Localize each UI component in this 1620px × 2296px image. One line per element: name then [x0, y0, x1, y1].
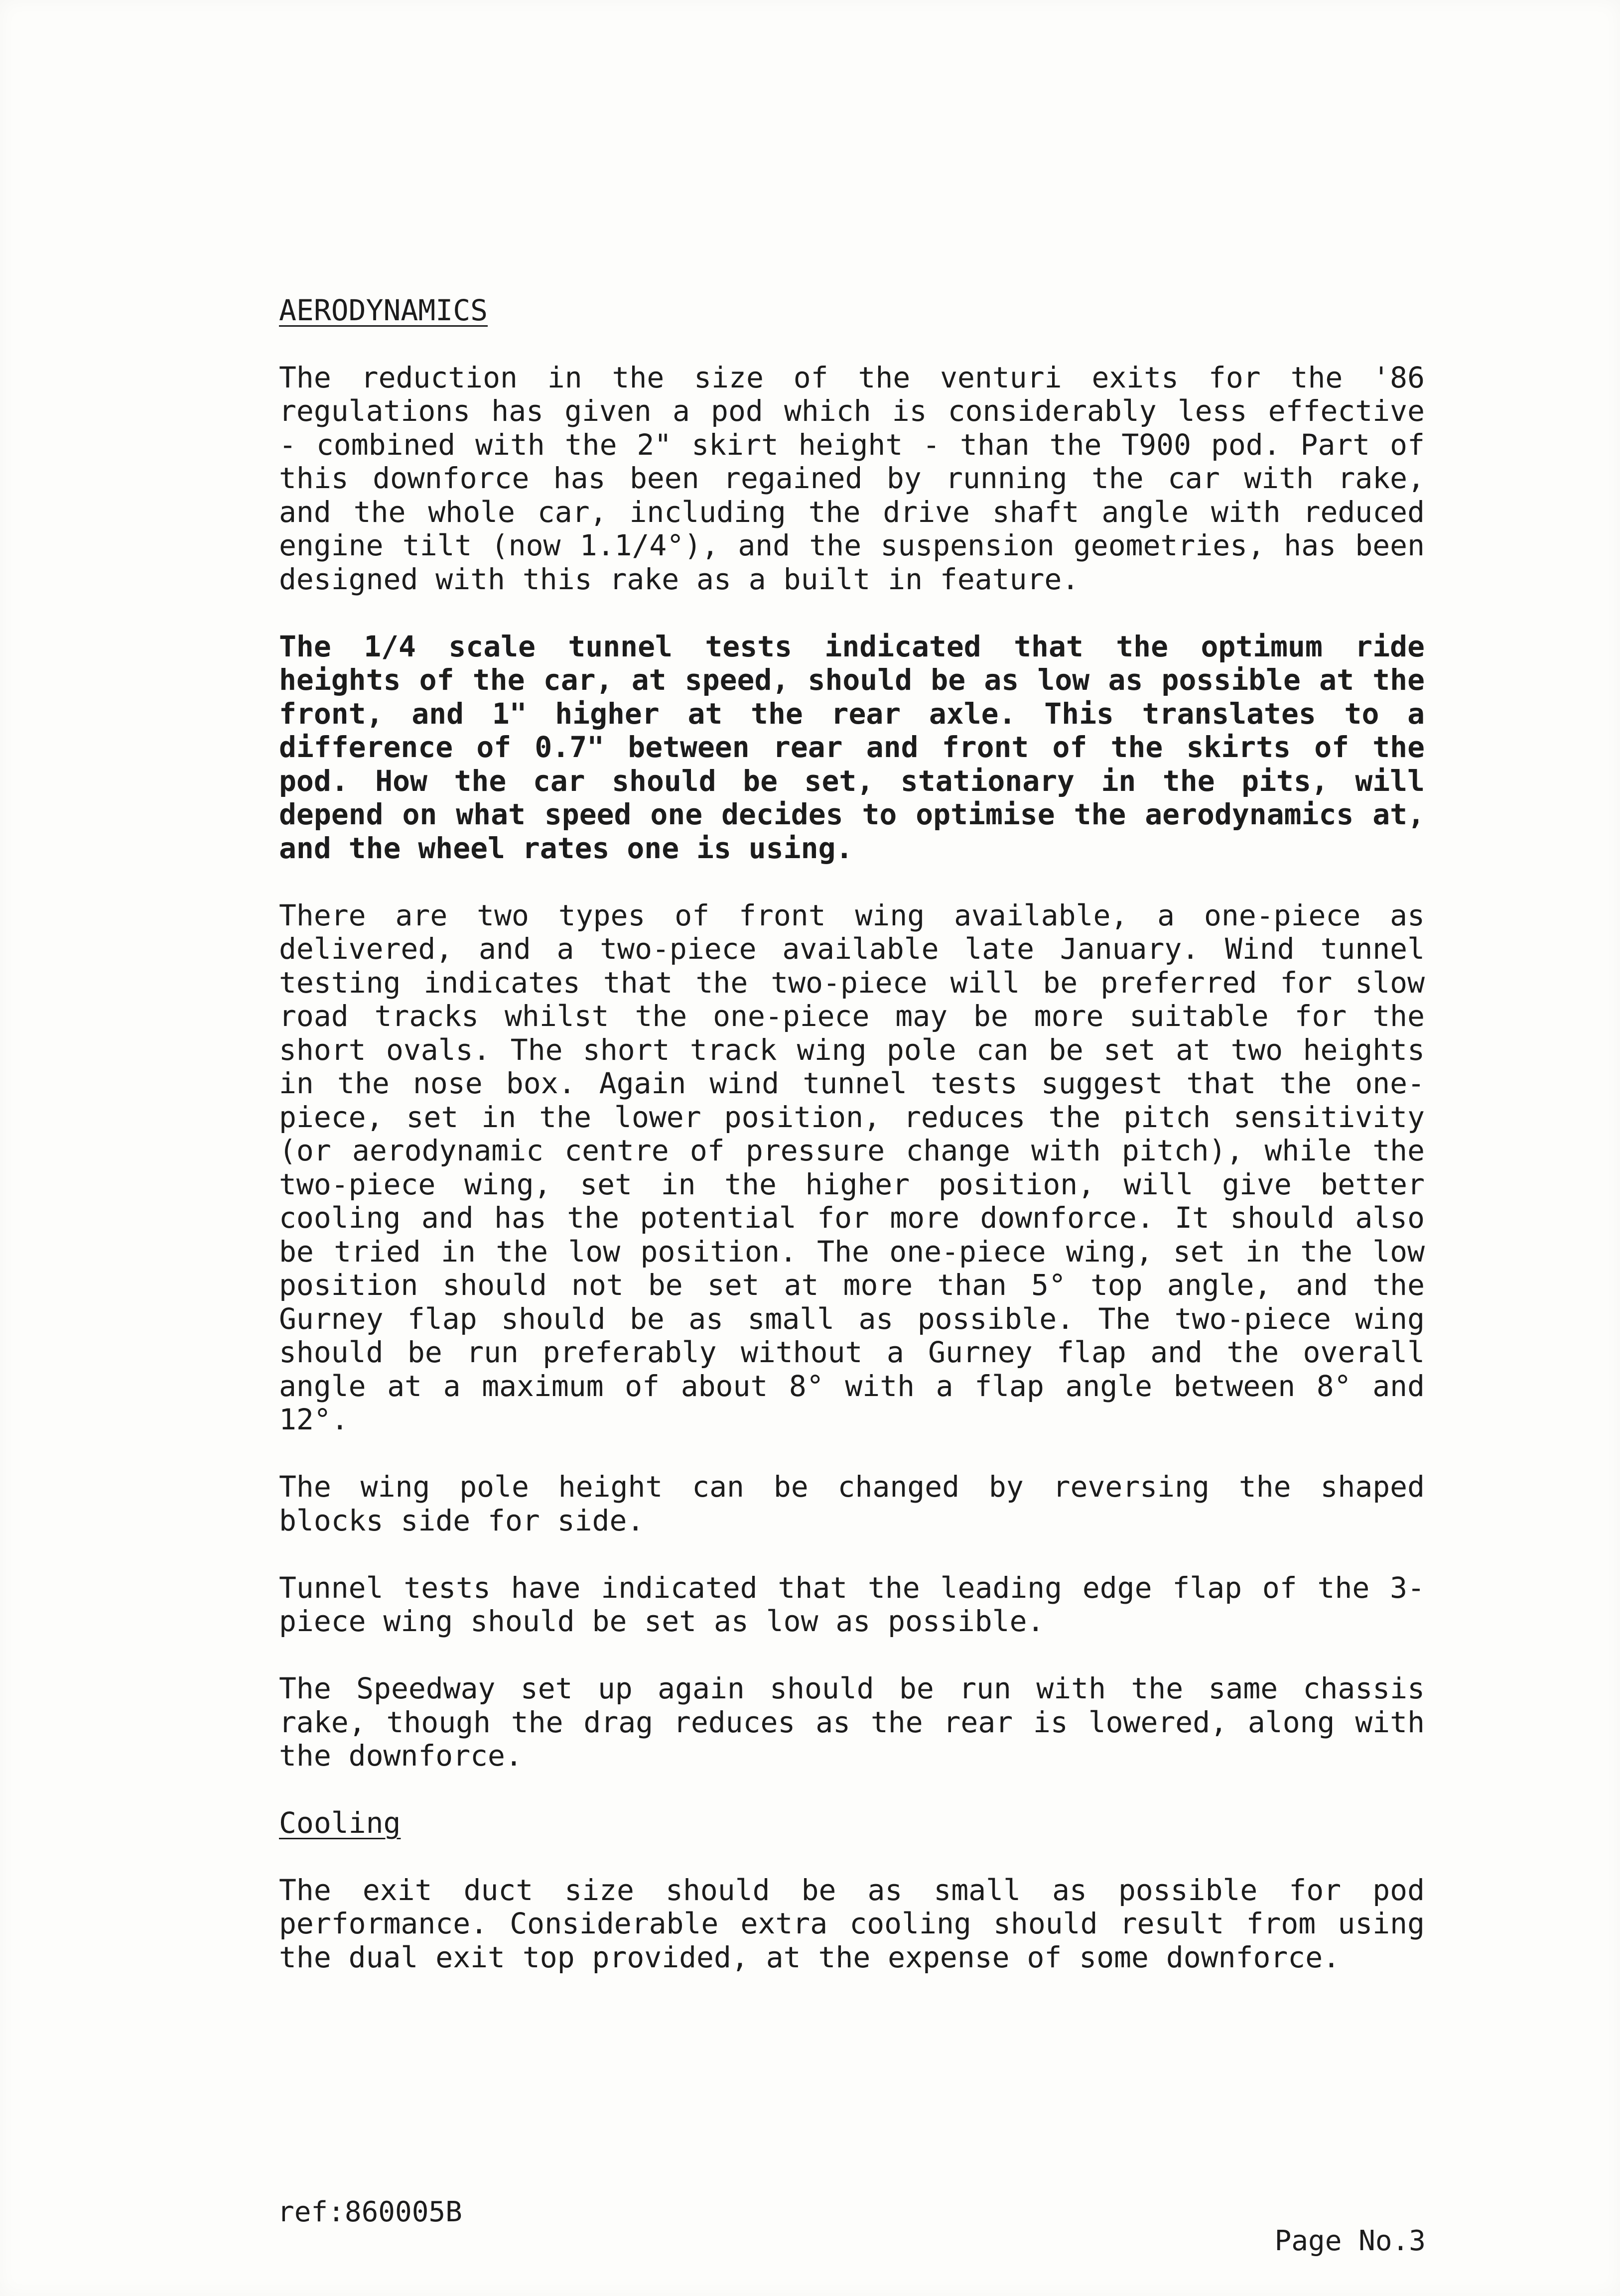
paragraph-front-wing-types: There are two types of front wing available, a one-piece as delivered, and a two-piece available late January. Wind tunnel testing indicates that the two-piece will be preferred for slow road tracks whilst the one-piece may be more suitable for the short ovals. The short track wing pole can be set at two heights in the nose box. Again wind tunnel tests suggest that the one-piece, set in the lower position, reduces the pitch sensitivity (or aerodynamic centre of pressure change with pitch), while the two-piece wing, set in the higher position, will give better cooling and has the potential for more downforce. It should also be tried in the low position. The one-piece wing, set in the low position should not be set at more than 5° top angle, and the Gurney flap should be as small as possible. The two-piece wing should be run preferably without a Gurney flap and the overall angle at a maximum of about 8° with a flap angle between 8° and 12°. — [279, 898, 1425, 1436]
paragraph-venturi-exits: The reduction in the size of the venturi exits for the '86 regulations has given a pod which is considerably less effective - combined with the 2" skirt height - than the T900 pod. Part of this downforce has been regained by running the car with rake, and the whole car, including the drive shaft angle with reduced engine tilt (now 1.1/4°), and the suspension geometries, has been designed with this rake as a built in feature. — [279, 360, 1425, 596]
paragraph-tunnel-tests-ride-heights: The 1/4 scale tunnel tests indicated that the optimum ride heights of the car, at speed, should be as low as possible at the front, and 1" higher at the rear axle. This translates to a difference of 0.7" between rear and front of the skirts of the pod. How the car should be set, stationary in the pits, will depend on what speed one decides to optimise the aerodynamics at, and the wheel rates one is using. — [279, 629, 1425, 865]
paragraph-cooling-exit-duct: The exit duct size should be as small as possible for pod performance. Considerable extra cooling should result from using the dual exit top provided, at the expense of some downforce. — [279, 1873, 1425, 1974]
page-number: Page No.3 — [1274, 2225, 1426, 2257]
section-heading-aerodynamics: AERODYNAMICS — [279, 293, 488, 327]
document-reference: ref:860005B — [277, 2196, 462, 2228]
paragraph-wing-pole-height: The wing pole height can be changed by reversing the shaped blocks side for side. — [279, 1470, 1425, 1537]
document-body — [279, 294, 1425, 2008]
section-heading-cooling: Cooling — [279, 1806, 401, 1840]
paragraph-speedway-setup: The Speedway set up again should be run with the same chassis rake, though the drag reduces as the rear is lowered, along with the downforce. — [279, 1671, 1425, 1773]
paragraph-leading-edge-flap: Tunnel tests have indicated that the leading edge flap of the 3-piece wing should be set as low as possible. — [279, 1570, 1425, 1638]
